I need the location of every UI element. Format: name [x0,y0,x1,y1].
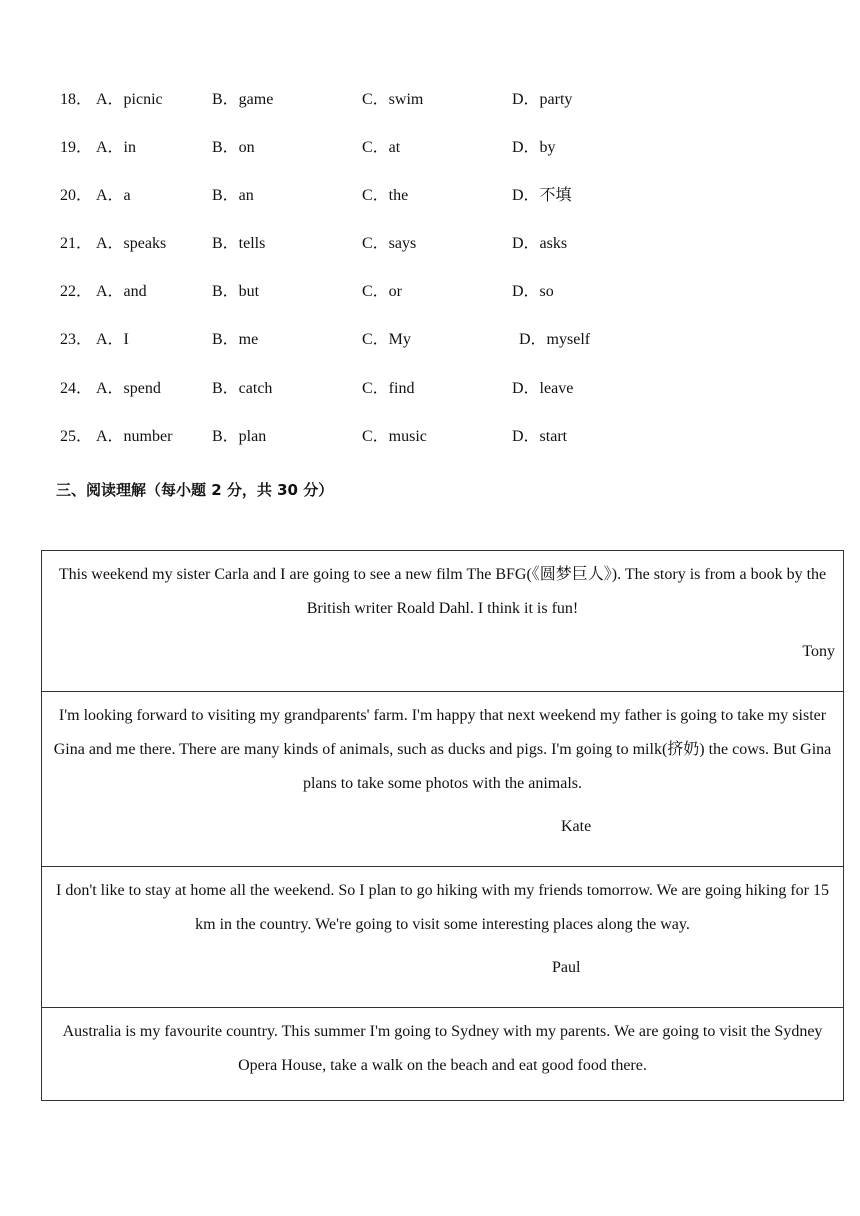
question-number: 25． [60,428,93,445]
option-d: D．by [512,139,556,156]
question-number: 22． [60,283,93,300]
option-c: C．or [362,283,403,300]
option-b: B．game [212,91,274,108]
option-c: C．swim [362,91,424,108]
passage-author: Tony [802,643,835,660]
option-b: B．tells [212,235,266,252]
question-number: 23． [60,331,93,348]
passage-text: This weekend my sister Carla and I are going to see a new film The BFG(《圆梦巨人》). The story is from a book by the British writer Roald Dahl. I think it is fun! [58,566,827,617]
option-c: C．at [362,139,401,156]
section-heading: 三、阅读理解（每小题 2 分，共 30 分） [56,481,334,499]
option-b: B．me [212,331,259,348]
passage-author: Kate [561,818,592,835]
passage-cell [42,867,844,1008]
passage-cell [42,1008,844,1101]
option-b: B．on [212,139,255,156]
passage-cell [42,692,844,867]
passage-cell [42,551,844,692]
option-c: C．the [362,187,409,204]
reading-passages-table [41,550,844,1101]
question-number: 21． [60,235,93,252]
option-a: A．I [96,331,129,348]
option-b: B．but [212,283,260,300]
passage-text: I'm looking forward to visiting my grandparents' farm. I'm happy that next weekend my father is going to take my sister Gina and me there. There are many kinds of animals, such as ducks and pigs. I'm going to milk(挤奶) the cows. But Gina plans to take some photos with the animals. [53,707,832,792]
option-b: B．catch [212,380,273,397]
option-a: A．and [96,283,147,300]
passage-row-australia [42,1008,844,1101]
option-c: C．says [362,235,417,252]
option-a: A．in [96,139,137,156]
option-a: A．picnic [96,91,163,108]
passage-text: I don't like to stay at home all the weekend. So I plan to go hiking with my friends tomorrow. We are going hiking for 15 km in the country. We're going to visit some interesting places along the way. [55,882,829,933]
option-d: D．myself [519,331,591,348]
option-a: A．spend [96,380,161,397]
option-d: D．不填 [512,187,572,204]
passage-row-tony [42,551,844,692]
passage-text: Australia is my favourite country. This summer I'm going to Sydney with my parents. We are going to visit the Sydney Opera House, take a walk on the beach and eat good food there. [62,1023,823,1074]
option-a: A．speaks [96,235,167,252]
option-c: C．My [362,331,411,348]
question-number: 20． [60,187,93,204]
option-d: D．so [512,283,554,300]
question-number: 24． [60,380,93,397]
option-b: B．an [212,187,254,204]
option-b: B．plan [212,428,267,445]
option-d: D．asks [512,235,568,252]
option-a: A．a [96,187,131,204]
option-d: D．party [512,91,573,108]
option-c: C．find [362,380,415,397]
passage-author: Paul [552,959,581,976]
passage-row-kate [42,692,844,867]
option-c: C．music [362,428,427,445]
option-d: D．start [512,428,568,445]
option-d: D．leave [512,380,574,397]
passage-row-paul [42,867,844,1008]
option-a: A．number [96,428,173,445]
question-number: 19． [60,139,93,156]
question-number: 18． [60,91,93,108]
